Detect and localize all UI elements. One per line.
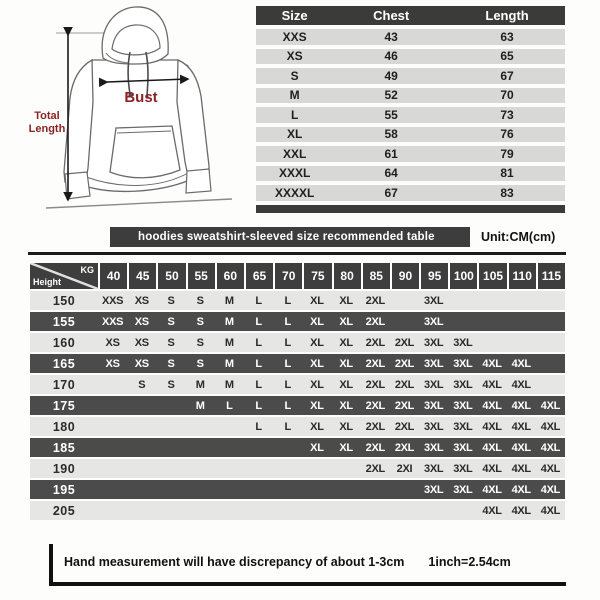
- matrix-size-cell: XS: [105, 357, 120, 370]
- matrix-row: [30, 438, 565, 457]
- matrix-size-cell: XL: [339, 441, 353, 454]
- matrix-size-cell: XL: [339, 420, 353, 433]
- matrix-size-cell: L: [255, 315, 262, 328]
- matrix-size-cell: 4XL: [511, 420, 531, 433]
- size-table-cell: XXS: [282, 29, 307, 44]
- matrix-size-cell: L: [284, 378, 291, 391]
- size-table-row: [256, 166, 565, 182]
- matrix-size-cell: XL: [310, 441, 324, 454]
- length-column-header: Length: [485, 8, 529, 23]
- matrix-size-cell: 2XL: [394, 420, 415, 433]
- matrix-size-cell: 4XL: [511, 483, 531, 496]
- size-table-cell: 67: [384, 185, 398, 200]
- matrix-size-cell: 4XL: [540, 420, 561, 433]
- kg-height-corner-cell: [30, 263, 98, 289]
- total-length-label-line1: Total: [34, 110, 60, 122]
- matrix-size-cell: L: [255, 357, 262, 370]
- matrix-size-cell: S: [167, 336, 175, 349]
- height-cell: 195: [52, 482, 76, 497]
- matrix-size-cell: 3XL: [424, 441, 444, 454]
- unit-label: Unit:CM(cm): [481, 230, 556, 244]
- matrix-size-cell: XXS: [102, 294, 124, 307]
- matrix-size-cell: XL: [339, 315, 353, 328]
- hoodie-illustration-svg: [10, 2, 255, 214]
- matrix-size-cell: 4XL: [482, 483, 502, 496]
- matrix-size-cell: 3XL: [424, 378, 444, 391]
- matrix-row: [30, 459, 565, 478]
- matrix-row: [30, 501, 565, 520]
- matrix-size-cell: L: [255, 378, 262, 391]
- weight-column-header: 45: [129, 263, 156, 289]
- matrix-size-cell: 4XL: [511, 378, 531, 391]
- weight-column-header: 105: [479, 263, 506, 289]
- weight-column-header: 90: [392, 263, 419, 289]
- matrix-size-cell: 3XL: [424, 294, 444, 307]
- matrix-size-cell: 4XL: [482, 378, 502, 391]
- matrix-size-cell: 4XL: [482, 399, 502, 412]
- size-table-row: [256, 29, 565, 45]
- footer-note: [64, 555, 511, 569]
- weight-column-header: 50: [158, 263, 185, 289]
- weight-column-header: 100: [450, 263, 477, 289]
- height-cell: 190: [52, 461, 76, 476]
- matrix-size-cell: 3XL: [453, 441, 473, 454]
- matrix-size-cell: XL: [339, 357, 353, 370]
- ground-line: [46, 199, 232, 208]
- size-table-cell: XXXXL: [274, 185, 315, 200]
- matrix-size-cell: XL: [339, 336, 353, 349]
- size-table-header: [256, 6, 565, 25]
- corner-height-label: Height: [33, 277, 61, 287]
- size-table-cell: 58: [384, 127, 398, 142]
- matrix-row: [30, 480, 565, 499]
- matrix-size-cell: XL: [310, 336, 324, 349]
- matrix-size-cell: 4XL: [511, 399, 531, 412]
- matrix-size-cell: L: [255, 399, 262, 412]
- size-table-cell: XXL: [282, 146, 307, 161]
- matrix-size-cell: L: [284, 294, 291, 307]
- matrix-size-cell: S: [196, 315, 204, 328]
- height-cell: 185: [52, 440, 76, 455]
- matrix-size-cell: 4XL: [482, 357, 502, 370]
- matrix-size-cell: 4XL: [482, 441, 502, 454]
- size-table-cell: 76: [500, 127, 514, 142]
- height-cell: 180: [52, 419, 76, 434]
- matrix-size-cell: 2XL: [365, 378, 385, 391]
- matrix-size-cell: 2XL: [365, 315, 385, 328]
- size-table-row: [256, 49, 565, 65]
- size-table-cell: XL: [286, 127, 303, 142]
- weight-column-header: 55: [188, 263, 215, 289]
- matrix-size-cell: 4XL: [540, 504, 561, 517]
- matrix-size-cell: 2XL: [365, 399, 385, 412]
- matrix-size-cell: 2XL: [365, 336, 385, 349]
- matrix-size-cell: S: [196, 357, 204, 370]
- height-cell: 160: [52, 335, 76, 350]
- matrix-size-cell: 3XL: [453, 462, 473, 475]
- matrix-size-cell: M: [224, 378, 234, 391]
- weight-column-header: 115: [538, 263, 565, 289]
- kangaroo-pocket: [110, 126, 180, 178]
- footer-bracket-horizontal: [49, 582, 566, 586]
- weight-column-header: 110: [509, 263, 536, 289]
- matrix-size-cell: L: [284, 336, 291, 349]
- height-cell: 175: [52, 398, 76, 413]
- size-table-cell: 79: [500, 146, 514, 161]
- matrix-row: [30, 396, 565, 415]
- size-table-cell: 65: [500, 49, 514, 64]
- matrix-size-cell: 4XL: [540, 483, 561, 496]
- size-table-cell: 63: [500, 29, 514, 44]
- size-table-cell: 43: [384, 29, 398, 44]
- matrix-size-cell: 4XL: [511, 357, 531, 370]
- size-table-cell: 49: [384, 68, 398, 83]
- size-table-cell: XS: [286, 49, 303, 64]
- size-table-cell: 81: [500, 166, 514, 181]
- matrix-size-cell: L: [255, 420, 262, 433]
- matrix-size-cell: 3XL: [424, 483, 444, 496]
- matrix-size-cell: 2XL: [394, 357, 415, 370]
- size-table-cell: M: [289, 88, 300, 103]
- matrix-size-cell: 3XL: [424, 462, 444, 475]
- matrix-size-cell: 2XL: [365, 462, 385, 475]
- size-table-cell: 61: [384, 146, 398, 161]
- size-table-cell: L: [290, 107, 299, 122]
- matrix-size-cell: XL: [339, 378, 353, 391]
- weight-height-matrix-table: [30, 263, 565, 520]
- size-table-row: [256, 107, 565, 123]
- matrix-size-cell: 4XL: [511, 441, 531, 454]
- matrix-row: [30, 354, 565, 373]
- matrix-size-cell: 2XI: [396, 462, 413, 475]
- weight-column-header: 40: [100, 263, 127, 289]
- matrix-size-cell: 3XL: [453, 420, 473, 433]
- matrix-size-cell: 2XL: [394, 441, 415, 454]
- matrix-size-cell: XS: [134, 357, 149, 370]
- height-cell: 205: [52, 503, 76, 518]
- weight-column-header: 85: [363, 263, 390, 289]
- matrix-size-cell: 3XL: [424, 399, 444, 412]
- size-table-bottom-bar: [256, 205, 565, 213]
- matrix-size-cell: 2XL: [365, 294, 385, 307]
- bust-label: Bust: [124, 89, 158, 106]
- matrix-size-cell: 3XL: [453, 399, 473, 412]
- size-table-row: [256, 185, 565, 201]
- size-table-cell: 46: [384, 49, 398, 64]
- matrix-size-cell: 3XL: [424, 420, 444, 433]
- chest-column-header: Chest: [373, 8, 410, 23]
- height-cell: 150: [52, 293, 76, 308]
- matrix-size-cell: XS: [134, 336, 149, 349]
- matrix-size-cell: XXS: [102, 315, 124, 328]
- matrix-size-cell: 4XL: [482, 504, 502, 517]
- weight-column-header: 75: [304, 263, 331, 289]
- matrix-size-cell: 3XL: [424, 336, 444, 349]
- matrix-size-cell: 4XL: [540, 462, 561, 475]
- size-table-row: [256, 88, 565, 104]
- matrix-size-cell: XL: [310, 315, 324, 328]
- matrix-size-cell: M: [224, 357, 234, 370]
- matrix-size-cell: L: [284, 357, 291, 370]
- inch-conversion-note: 1inch=2.54cm: [428, 555, 511, 569]
- matrix-body: [30, 291, 565, 520]
- matrix-size-cell: XL: [310, 420, 324, 433]
- height-cell: 165: [52, 356, 76, 371]
- height-cell: 170: [52, 377, 76, 392]
- matrix-size-cell: S: [167, 315, 175, 328]
- matrix-size-cell: 2XL: [365, 357, 385, 370]
- matrix-size-cell: XL: [339, 294, 353, 307]
- matrix-size-cell: 4XL: [511, 462, 531, 475]
- matrix-size-cell: 4XL: [482, 462, 502, 475]
- matrix-size-cell: 4XL: [540, 399, 561, 412]
- matrix-size-cell: 2XL: [365, 420, 385, 433]
- matrix-size-cell: S: [196, 294, 204, 307]
- matrix-row: [30, 312, 565, 331]
- size-table-cell: 67: [500, 68, 514, 83]
- banner-divider-line: [28, 252, 566, 255]
- matrix-size-cell: L: [284, 399, 291, 412]
- matrix-size-cell: S: [138, 378, 146, 391]
- matrix-row: [30, 417, 565, 436]
- measurement-discrepancy-note: Hand measurement will have discrepancy of about 1-3cm: [64, 555, 405, 569]
- matrix-row: [30, 333, 565, 352]
- matrix-size-cell: M: [224, 336, 234, 349]
- matrix-size-cell: 4XL: [482, 420, 502, 433]
- size-table-cell: 73: [500, 107, 514, 122]
- matrix-size-cell: XL: [310, 399, 324, 412]
- matrix-row: [30, 291, 565, 310]
- matrix-size-cell: 3XL: [453, 378, 473, 391]
- matrix-size-cell: M: [195, 399, 205, 412]
- matrix-header-row: [30, 263, 565, 289]
- matrix-row: [30, 375, 565, 394]
- weight-column-header: 65: [246, 263, 273, 289]
- matrix-size-cell: 3XL: [424, 357, 444, 370]
- weight-column-header: 80: [334, 263, 361, 289]
- matrix-size-cell: 2XL: [394, 399, 415, 412]
- matrix-size-cell: S: [167, 378, 175, 391]
- matrix-size-cell: XS: [134, 294, 149, 307]
- height-cell: 155: [52, 314, 76, 329]
- matrix-size-cell: L: [255, 336, 262, 349]
- matrix-size-cell: 3XL: [453, 483, 473, 496]
- matrix-size-cell: S: [167, 357, 175, 370]
- size-table-cell: 64: [384, 166, 398, 181]
- matrix-size-cell: 2XL: [394, 378, 415, 391]
- weight-column-header: 60: [217, 263, 244, 289]
- matrix-size-cell: L: [255, 294, 262, 307]
- matrix-size-cell: XL: [310, 294, 324, 307]
- weight-column-header: 95: [421, 263, 448, 289]
- size-column-header: Size: [281, 8, 308, 23]
- matrix-size-cell: 3XL: [424, 315, 444, 328]
- matrix-size-cell: M: [224, 294, 234, 307]
- corner-kg-label: KG: [80, 265, 94, 275]
- weight-column-header: 70: [275, 263, 302, 289]
- size-table-row: [256, 146, 565, 162]
- size-table-row: [256, 68, 565, 84]
- matrix-size-cell: S: [167, 294, 175, 307]
- matrix-size-cell: XL: [339, 399, 353, 412]
- matrix-size-cell: XS: [105, 336, 120, 349]
- size-measurement-table: [256, 6, 565, 213]
- matrix-size-cell: XS: [134, 315, 149, 328]
- matrix-size-cell: 4XL: [540, 441, 561, 454]
- hoodie-diagram: [10, 2, 255, 214]
- matrix-size-cell: 4XL: [511, 504, 531, 517]
- matrix-size-cell: M: [195, 378, 205, 391]
- footer-bracket-vertical: [49, 544, 53, 586]
- matrix-size-cell: 2XL: [365, 441, 385, 454]
- matrix-size-cell: 2XL: [394, 336, 415, 349]
- matrix-size-cell: XL: [310, 378, 324, 391]
- recommended-table-banner: hoodies sweatshirt-sleeved size recommended table: [110, 227, 470, 247]
- matrix-size-cell: S: [196, 336, 204, 349]
- right-cuff: [186, 169, 211, 193]
- matrix-size-cell: L: [284, 315, 291, 328]
- size-table-row: [256, 127, 565, 143]
- matrix-size-cell: L: [226, 399, 233, 412]
- size-table-cell: 55: [384, 107, 398, 122]
- size-table-body: [256, 29, 565, 201]
- matrix-size-cell: 3XL: [453, 357, 473, 370]
- size-table-cell: S: [290, 68, 299, 83]
- size-table-cell: 70: [500, 88, 514, 103]
- matrix-size-cell: M: [224, 315, 234, 328]
- size-table-cell: XXXL: [278, 166, 311, 181]
- matrix-size-cell: 3XL: [453, 336, 473, 349]
- matrix-size-cell: XL: [310, 357, 324, 370]
- matrix-size-cell: L: [284, 420, 291, 433]
- size-table-cell: 52: [384, 88, 398, 103]
- size-table-cell: 83: [500, 185, 514, 200]
- total-length-label-line2: Length: [28, 123, 66, 135]
